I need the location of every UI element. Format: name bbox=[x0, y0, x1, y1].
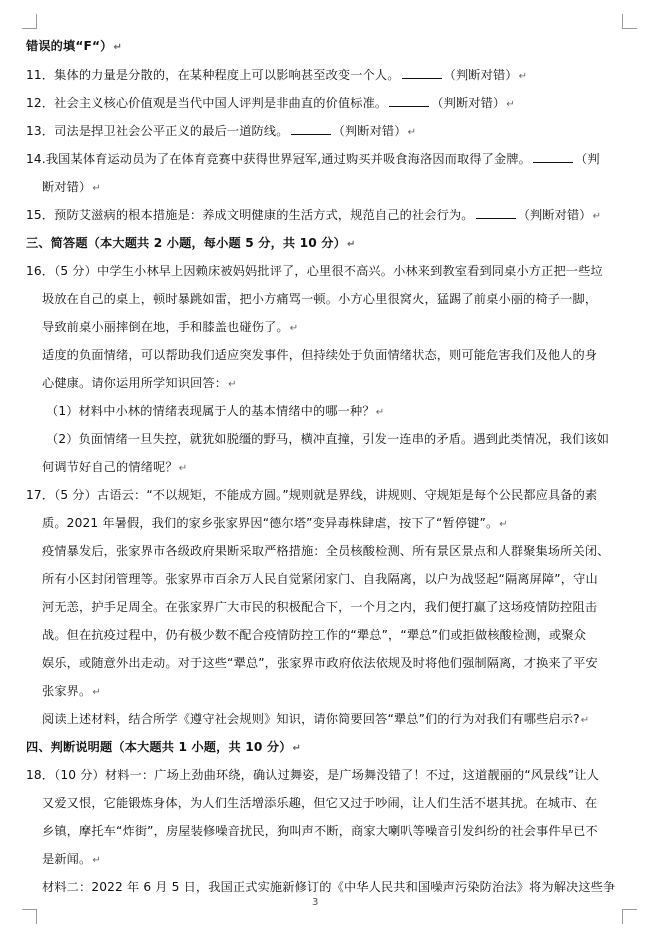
question-17-line: 17．（5 分）古语云：“不以规矩，不能成方圆。”规则就是界线，讲规则、守规矩是每个公民都应具备的素 bbox=[26, 488, 598, 502]
section-4-heading: 四、判断说明题（本大题共 1 小题，共 10 分）↵ bbox=[26, 740, 302, 754]
question-17-line: 质。2021 年暑假，我们的家乡张家界因“德尔塔”变异毒株肆虐，按下了“暂停键”。↵ bbox=[42, 516, 508, 530]
section-f-instruction: 错误的填“F“）↵ bbox=[26, 39, 123, 53]
question-18-line: 乡镇，摩托车“炸街”，房屋装修噪音扰民，狗叫声不断，商家大喇叭等噪音引发纠纷的社会事件早已不 bbox=[42, 824, 598, 838]
answer-blank[interactable] bbox=[533, 151, 573, 163]
page-number: 3 bbox=[312, 897, 319, 908]
question-16-line: 导致前桌小丽摔倒在地，手和膝盖也碰伤了。↵ bbox=[42, 320, 299, 334]
question-16-line: 心健康。请你运用所学知识回答：↵ bbox=[42, 376, 237, 390]
question-17-line: 张家界。↵ bbox=[42, 684, 101, 698]
question-16-line: 圾放在自己的桌上，顿时暴跳如雷，把小方痛骂一顿。小方心里很窝火，猛踢了前桌小丽的椅子一脚， bbox=[42, 292, 598, 306]
question-18-line: 又爱又恨，它能锻炼身体，为人们生活增添乐趣，但它又过于吵闹，让人们生活不堪其扰。在城市、在 bbox=[42, 796, 598, 810]
question-14: 14.我国某体育运动员为了在体育竞赛中获得世界冠军,通过购买并吸食海洛因而取得了金牌。 （判 bbox=[26, 152, 600, 166]
answer-blank[interactable] bbox=[389, 95, 429, 107]
corner-mark-bottom-left bbox=[22, 909, 37, 924]
question-16-sub-1: （1）材料中小林的情绪表现属于人的基本情绪中的哪一种？↵ bbox=[46, 404, 385, 418]
answer-blank[interactable] bbox=[476, 207, 516, 219]
question-17-prompt: 阅读上述材料，结合所学《遵守社会规则》知识，请你简要回答“犟总”们的行为对我们有哪些启示?↵ bbox=[42, 712, 590, 726]
corner-mark-bottom-right bbox=[622, 909, 637, 924]
question-14-cont: 断对错）↵ bbox=[42, 180, 101, 194]
question-17-line: 娱乐，或随意外出走动。对于这些“犟总”，张家界市政府依法依规及时将他们强制隔离，才换来了平安 bbox=[42, 656, 598, 670]
corner-mark-top-left bbox=[22, 14, 37, 29]
question-16-sub-2: （2）负面情绪一旦失控，就犹如脱缰的野马，横冲直撞，引发一连串的矛盾。遇到此类情况，我们该如 bbox=[46, 432, 610, 446]
question-15: 15．预防艾滋病的根本措施是：养成文明健康的生活方式，规范自己的社会行为。 （判断对错）↵ bbox=[26, 208, 602, 222]
answer-blank[interactable] bbox=[291, 123, 331, 135]
corner-mark-top-right bbox=[622, 14, 637, 29]
question-16-line: 16．（5 分）中学生小林早上因赖床被妈妈批评了，心里很不高兴。小林来到教室看到同桌小方正把一些垃 bbox=[26, 264, 603, 278]
question-18-line: 18．（10 分）材料一：广场上劲曲环绕，确认过舞姿，是广场舞没错了！不过，这道靓丽的“风景线”让人 bbox=[26, 768, 599, 782]
question-16-line: 适度的负面情绪，可以帮助我们适应突发事件，但持续处于负面情绪状态，则可能危害我们及他人的身 bbox=[42, 348, 598, 362]
question-16-line: 何调节好自己的情绪呢？↵ bbox=[42, 460, 188, 474]
question-18-line: 是新闻。↵ bbox=[42, 852, 101, 866]
question-11: 11．集体的力量是分散的，在某种程度上可以影响甚至改变一个人。 （判断对错）↵ bbox=[26, 68, 528, 82]
answer-blank[interactable] bbox=[402, 67, 442, 79]
question-18-material-2: 材料二：2022 年 6 月 5 日，我国正式实施新修订的《中华人民共和国噪声污染防治法》将为解决这些争 bbox=[42, 880, 616, 894]
question-17-line: 河无恙，护手足周全。在张家界广大市民的积极配合下，一个月之内，我们便打赢了这场疫情防控阻击 bbox=[42, 600, 598, 614]
section-3-heading: 三、简答题（本大题共 2 小题，每小题 5 分，共 10 分）↵ bbox=[26, 236, 356, 250]
question-17-line: 疫情暴发后，张家界市各级政府果断采取严格措施：全员核酸检测、所有景区景点和人群聚集场所关闭、 bbox=[42, 544, 610, 558]
question-17-line: 所有小区封闭管理等。张家界市百余万人民自觉紧闭家门、自我隔离，以户为战竖起“隔离屏障”，守山 bbox=[42, 572, 598, 586]
question-17-line: 战。但在抗疫过程中，仍有极少数不配合疫情防控工作的“犟总”，“犟总”们或拒做核酸检测，或聚众 bbox=[42, 628, 587, 642]
question-12: 12．社会主义核心价值观是当代中国人评判是非曲直的价值标准。 （判断对错）↵ bbox=[26, 96, 515, 110]
question-13: 13．司法是捍卫社会公平正义的最后一道防线。 （判断对错）↵ bbox=[26, 124, 417, 138]
